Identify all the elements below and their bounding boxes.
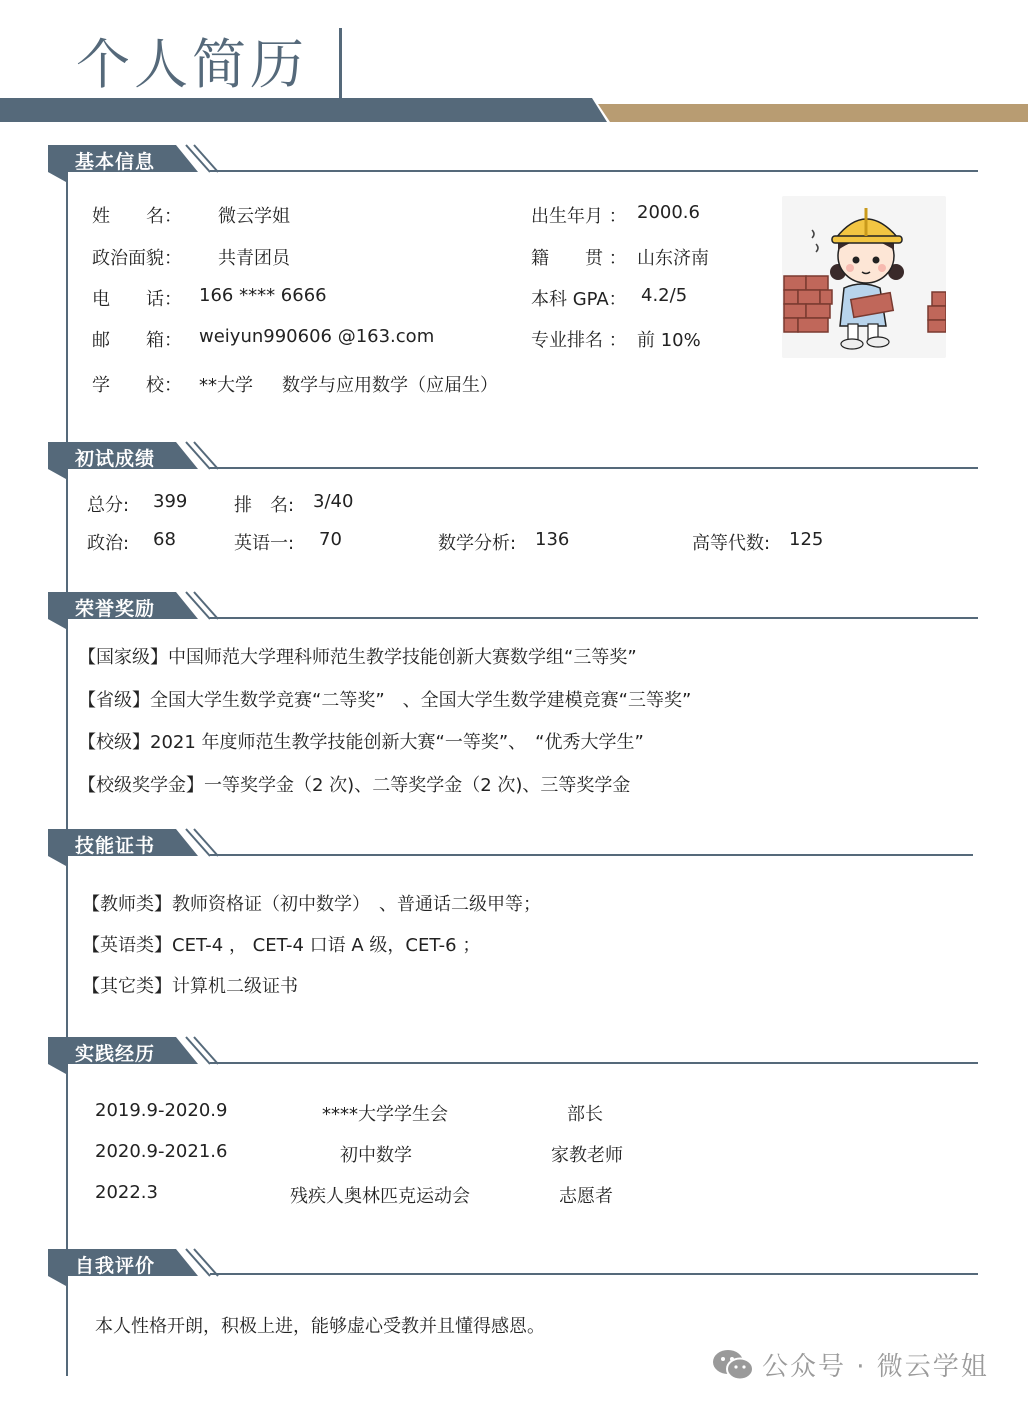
honor-item: 【省级】全国大学生数学竞赛“二等奖” 、全国大学生数学建模竞赛“三等奖” [78,690,692,711]
section-title-self: 自我评价 [75,1255,156,1277]
gpa-value: 4.2/5 [641,285,688,306]
practice-org: 初中数学 [340,1145,412,1166]
exam-total-value: 399 [153,491,188,512]
section-title-honors: 荣誉奖励 [75,598,156,620]
exam-english-label: 英语一: [234,533,295,554]
skill-item: 【教师类】教师资格证（初中数学） 、普通话二级甲等； [82,894,541,915]
profile-photo [782,196,946,358]
skill-item: 【其它类】计算机二级证书 [82,976,298,997]
wechat-icon [712,1349,754,1381]
section-title-skills: 技能证书 [75,835,156,857]
email-label: 邮 箱： [92,330,182,351]
section-title-practice: 实践经历 [75,1043,156,1065]
self-evaluation-text: 本人性格开朗，积极上进，能够虚心受教并且懂得感恩。 [95,1316,545,1337]
section-title-exam: 初试成绩 [75,448,156,470]
school-value: **大学 [199,375,253,396]
exam-analysis-value: 136 [535,529,570,550]
origin-label: 籍 贯 ： [531,248,627,269]
exam-rank-value: 3/40 [313,491,354,512]
name-value: 微云学姐 [218,206,290,227]
header-band [0,98,1028,126]
school-label: 学 校： [92,375,182,396]
birth-label: 出生年月 ： [531,206,627,227]
phone-label: 电 话： [92,289,182,310]
politics-value: 共青团员 [218,248,290,269]
gpa-label: 本科 GPA： [531,289,627,310]
section-rule-honors [210,617,978,619]
skill-item: 【英语类】CET-4 ， CET-4 口语 A 级，CET-6 ； [82,935,481,956]
practice-org: 残疾人奥林匹克运动会 [290,1186,470,1207]
section-title-basic: 基本信息 [75,151,156,173]
email-value: weiyun990606 @163.com [199,326,435,347]
practice-role: 部长 [567,1104,603,1125]
page-title: 个人简历 [76,33,308,96]
section-rule-basic [210,170,978,172]
honor-item: 【校级】2021 年度师范生教学技能创新大赛“一等奖”、 “优秀大学生” [78,732,644,753]
watermark [712,1346,989,1383]
section-rule-exam [210,467,978,469]
honor-item: 【国家级】中国师范大学理科师范生教学技能创新大赛数学组“三等奖” [78,647,637,668]
practice-role: 志愿者 [559,1186,613,1207]
practice-date: 2022.3 [95,1182,158,1203]
exam-total-label: 总分: [87,495,130,516]
section-rule-practice [210,1062,978,1064]
politics-label: 政治面貌： [92,248,182,269]
section-rule-self [210,1273,978,1275]
phone-value: 166 **** 6666 [199,285,327,306]
practice-org: ****大学学生会 [322,1104,448,1125]
exam-algebra-label: 高等代数: [692,533,771,554]
title-divider [339,28,342,98]
left-spine [66,170,68,1376]
exam-english-value: 70 [319,529,342,550]
watermark-text: 公众号 · 微云学姐 [762,1352,989,1382]
practice-role: 家教老师 [551,1145,623,1166]
exam-politics-label: 政治: [87,533,130,554]
exam-analysis-label: 数学分析: [438,533,517,554]
practice-date: 2020.9-2021.6 [95,1141,228,1162]
name-label: 姓 名： [92,206,182,227]
major-value: 数学与应用数学（应届生） [282,375,498,396]
origin-value: 山东济南 [637,248,709,269]
rank-label: 专业排名 ： [531,330,627,351]
rank-value: 前 10% [637,330,701,351]
exam-politics-value: 68 [153,529,176,550]
exam-rank-label: 排 名: [234,495,295,516]
exam-algebra-value: 125 [789,529,824,550]
honor-item: 【校级奖学金】一等奖学金（2 次)、二等奖学金（2 次)、三等奖学金 [78,775,631,796]
section-rule-skills [210,854,973,856]
practice-date: 2019.9-2020.9 [95,1100,228,1121]
birth-value: 2000.6 [637,202,700,223]
